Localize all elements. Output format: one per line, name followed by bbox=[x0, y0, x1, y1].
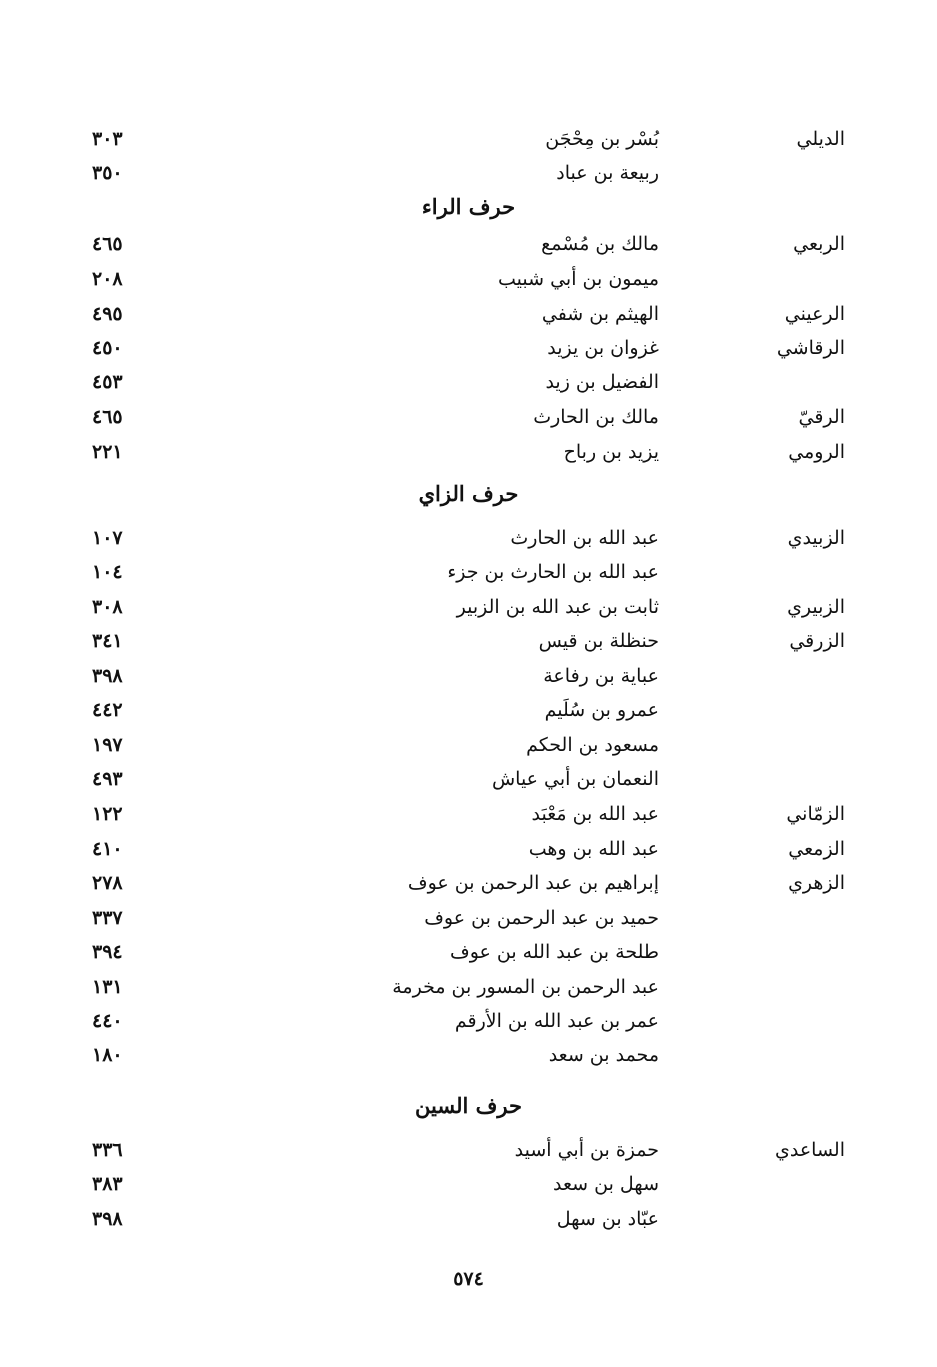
person-name: غزوان بن يزيد bbox=[547, 337, 659, 359]
page-reference: ٣٩٨ bbox=[92, 665, 123, 687]
person-name: سهل بن سعد bbox=[553, 1173, 659, 1195]
list-item bbox=[0, 970, 937, 1004]
list-item bbox=[0, 1167, 937, 1201]
page-reference: ٢٧٨ bbox=[92, 872, 123, 894]
section-heading: حرف الزاي bbox=[418, 481, 519, 506]
list-item bbox=[0, 521, 937, 555]
person-name: حميد بن عبد الرحمن بن عوف bbox=[424, 907, 659, 929]
nisba-label: الربعي bbox=[793, 233, 845, 255]
list-item bbox=[0, 435, 937, 469]
nisba-label: الساعدي bbox=[775, 1139, 845, 1161]
list-item bbox=[0, 935, 937, 969]
page-reference: ٣٩٨ bbox=[92, 1208, 123, 1230]
list-item bbox=[0, 624, 937, 658]
page-reference: ٣٠٣ bbox=[92, 128, 123, 150]
page-reference: ٣٨٣ bbox=[92, 1173, 123, 1195]
page-reference: ٤١٠ bbox=[92, 838, 123, 860]
page-reference: ٤٩٥ bbox=[92, 303, 123, 325]
person-name: محمد بن سعد bbox=[548, 1044, 659, 1066]
page-reference: ٤٦٥ bbox=[92, 406, 123, 428]
person-name: عمر بن عبد الله بن الأرقم bbox=[454, 1010, 659, 1032]
person-name: مالك بن الحارث bbox=[533, 406, 659, 428]
list-item bbox=[0, 1038, 937, 1072]
person-name: طلحة بن عبد الله بن عوف bbox=[450, 941, 659, 963]
person-name: عبد الله بن وهب bbox=[528, 838, 659, 860]
person-name: مالك بن مُسْمع bbox=[541, 233, 659, 255]
person-name: عمرو بن سُلَيم bbox=[544, 699, 659, 721]
nisba-label: الرومي bbox=[788, 441, 845, 463]
person-name: عبد الله بن الحارث bbox=[510, 527, 659, 549]
person-name: عبّاد بن سهل bbox=[556, 1208, 659, 1230]
list-item bbox=[0, 832, 937, 866]
list-item bbox=[0, 400, 937, 434]
person-name: النعمان بن أبي عياش bbox=[491, 768, 659, 790]
person-name: الهيثم بن شفي bbox=[541, 303, 659, 325]
page-reference: ٢٠٨ bbox=[92, 268, 123, 290]
list-item bbox=[0, 659, 937, 693]
page-reference: ١٣١ bbox=[92, 976, 123, 998]
page-reference: ٣٠٨ bbox=[92, 596, 123, 618]
page-reference: ٤٦٥ bbox=[92, 233, 123, 255]
person-name: ربيعة بن عباد bbox=[556, 162, 659, 184]
person-name: عباية بن رفاعة bbox=[543, 665, 659, 687]
list-item bbox=[0, 728, 937, 762]
page-reference: ٣٣٧ bbox=[92, 907, 123, 929]
page-reference: ١٠٤ bbox=[92, 561, 123, 583]
list-item bbox=[0, 1202, 937, 1236]
list-item bbox=[0, 227, 937, 261]
page-reference: ٤٥٣ bbox=[92, 371, 123, 393]
page-reference: ٤٤٠ bbox=[92, 1010, 123, 1032]
list-item bbox=[0, 590, 937, 624]
page-reference: ١٩٧ bbox=[92, 734, 123, 756]
nisba-label: الرعيني bbox=[784, 303, 845, 325]
list-item bbox=[0, 297, 937, 331]
list-item bbox=[0, 1004, 937, 1038]
nisba-label: الزبيدي bbox=[787, 527, 845, 549]
nisba-label: الزمّاني bbox=[786, 803, 845, 825]
person-name: بُسْر بن مِحْجَن bbox=[545, 128, 659, 150]
page-number: ٥٧٤ bbox=[453, 1268, 484, 1290]
list-item bbox=[0, 693, 937, 727]
nisba-label: الزرقي bbox=[789, 630, 845, 652]
page-reference: ٤٤٢ bbox=[92, 699, 123, 721]
list-item bbox=[0, 262, 937, 296]
person-name: عبد الله بن مَعْبَد bbox=[531, 803, 659, 825]
nisba-label: الزهري bbox=[788, 872, 845, 894]
list-item bbox=[0, 365, 937, 399]
page-reference: ٣٤١ bbox=[92, 630, 123, 652]
person-name: ميمون بن أبي شبيب bbox=[498, 268, 659, 290]
page-reference: ١٢٢ bbox=[92, 803, 123, 825]
person-name: حنظلة بن قيس bbox=[538, 630, 659, 652]
page-reference: ١٠٧ bbox=[92, 527, 123, 549]
section-heading: حرف السين bbox=[415, 1093, 522, 1118]
list-item bbox=[0, 555, 937, 589]
person-name: حمزة بن أبي أسيد bbox=[514, 1139, 659, 1161]
person-name: عبد الرحمن بن المسور بن مخرمة bbox=[392, 976, 659, 998]
person-name: مسعود بن الحكم bbox=[526, 734, 659, 756]
list-item bbox=[0, 866, 937, 900]
list-item bbox=[0, 156, 937, 190]
person-name: عبد الله بن الحارث بن جزء bbox=[447, 561, 659, 583]
nisba-label: الزمعي bbox=[788, 838, 845, 860]
list-item bbox=[0, 762, 937, 796]
person-name: يزيد بن رباح bbox=[563, 441, 659, 463]
nisba-label: الرقيّ bbox=[798, 406, 845, 428]
page-reference: ١٨٠ bbox=[92, 1044, 123, 1066]
person-name: الفضيل بن زيد bbox=[545, 371, 659, 393]
page-reference: ٤٩٣ bbox=[92, 768, 123, 790]
list-item bbox=[0, 901, 937, 935]
page-reference: ٤٥٠ bbox=[92, 337, 123, 359]
section-heading: حرف الراء bbox=[421, 194, 516, 219]
list-item bbox=[0, 122, 937, 156]
person-name: ثابت بن عبد الله بن الزبير bbox=[456, 596, 659, 618]
list-item bbox=[0, 331, 937, 365]
nisba-label: الزبيري bbox=[787, 596, 845, 618]
list-item bbox=[0, 797, 937, 831]
page-reference: ٣٩٤ bbox=[92, 941, 123, 963]
page-reference: ٢٢١ bbox=[92, 441, 123, 463]
nisba-label: الديلي bbox=[796, 128, 845, 150]
person-name: إبراهيم بن عبد الرحمن بن عوف bbox=[407, 872, 659, 894]
list-item bbox=[0, 1133, 937, 1167]
nisba-label: الرقاشي bbox=[776, 337, 845, 359]
page-reference: ٣٣٦ bbox=[92, 1139, 123, 1161]
page-reference: ٣٥٠ bbox=[92, 162, 123, 184]
